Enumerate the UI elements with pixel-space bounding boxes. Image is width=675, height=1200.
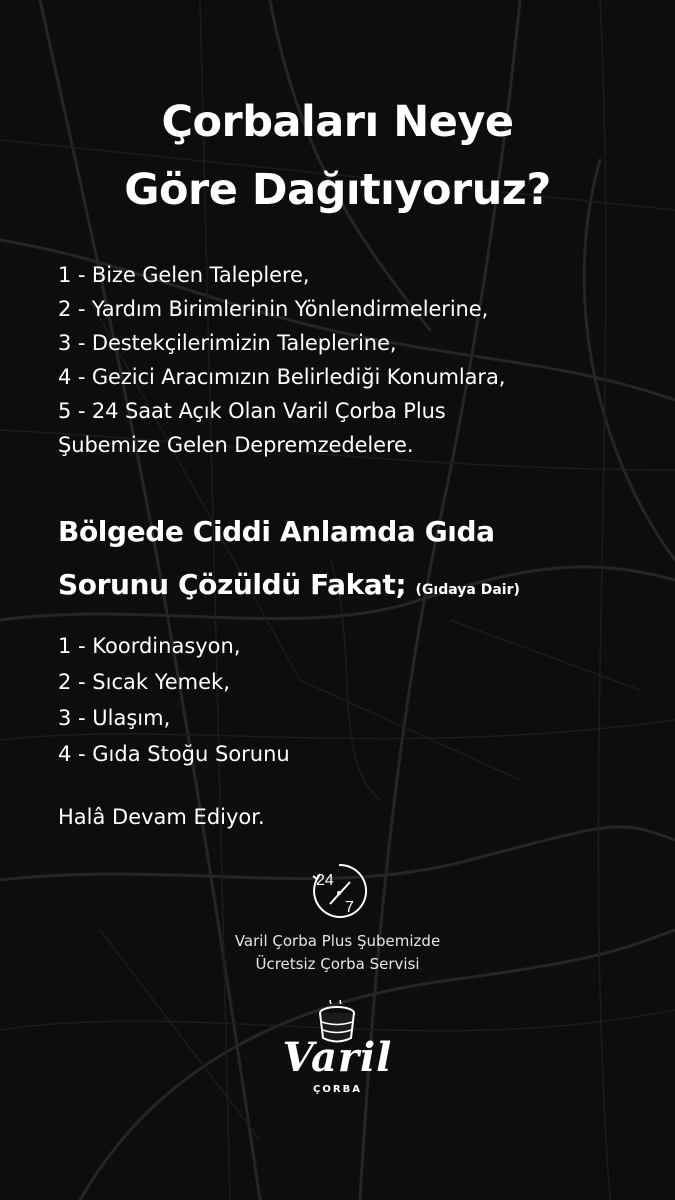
section-heading-text: Sorunu Çözüldü Fakat; <box>58 568 407 601</box>
list-item: 4 - Gezici Aracımızın Belirlediği Konumlara, <box>58 365 506 389</box>
list-item: 1 - Koordinasyon, <box>58 634 241 658</box>
section-heading <box>58 505 658 617</box>
page-title <box>0 88 675 224</box>
section-heading-note: (Gıdaya Dair) <box>415 582 520 598</box>
badge-days: 7 <box>345 899 354 916</box>
problems-list <box>58 628 658 772</box>
section-heading-line-1: Bölgede Ciddi Anlamda Gıda <box>58 515 495 548</box>
clock-24-7-icon <box>308 860 370 922</box>
list-item: Şubemize Gelen Depremzedelere. <box>58 433 414 457</box>
logo-word: Varil <box>282 1034 393 1081</box>
service-line-2: Ücretsiz Çorba Servisi <box>255 955 420 973</box>
logo-subtext: ÇORBA <box>313 1084 362 1095</box>
closing-text: Halâ Devam Ediyor. <box>58 805 265 829</box>
varil-corba-logo <box>275 1000 400 1110</box>
list-item: 3 - Ulaşım, <box>58 706 171 730</box>
section-heading-line-2 <box>58 558 658 617</box>
badge-hours: 24 <box>316 872 334 889</box>
service-info <box>0 930 675 976</box>
list-item: 1 - Bize Gelen Taleplere, <box>58 263 310 287</box>
list-item: 5 - 24 Saat Açık Olan Varil Çorba Plus <box>58 399 446 423</box>
list-item: 2 - Yardım Birimlerinin Yönlendirmelerine, <box>58 297 489 321</box>
title-line-1: Çorbaları Neye <box>161 97 514 147</box>
list-item: 3 - Destekçilerimizin Taleplerine, <box>58 331 397 355</box>
title-line-2: Göre Dağıtıyoruz? <box>124 165 551 215</box>
service-line-1: Varil Çorba Plus Şubemizde <box>234 932 441 950</box>
list-item: 4 - Gıda Stoğu Sorunu <box>58 742 290 766</box>
distribution-list <box>58 258 658 462</box>
list-item: 2 - Sıcak Yemek, <box>58 670 230 694</box>
